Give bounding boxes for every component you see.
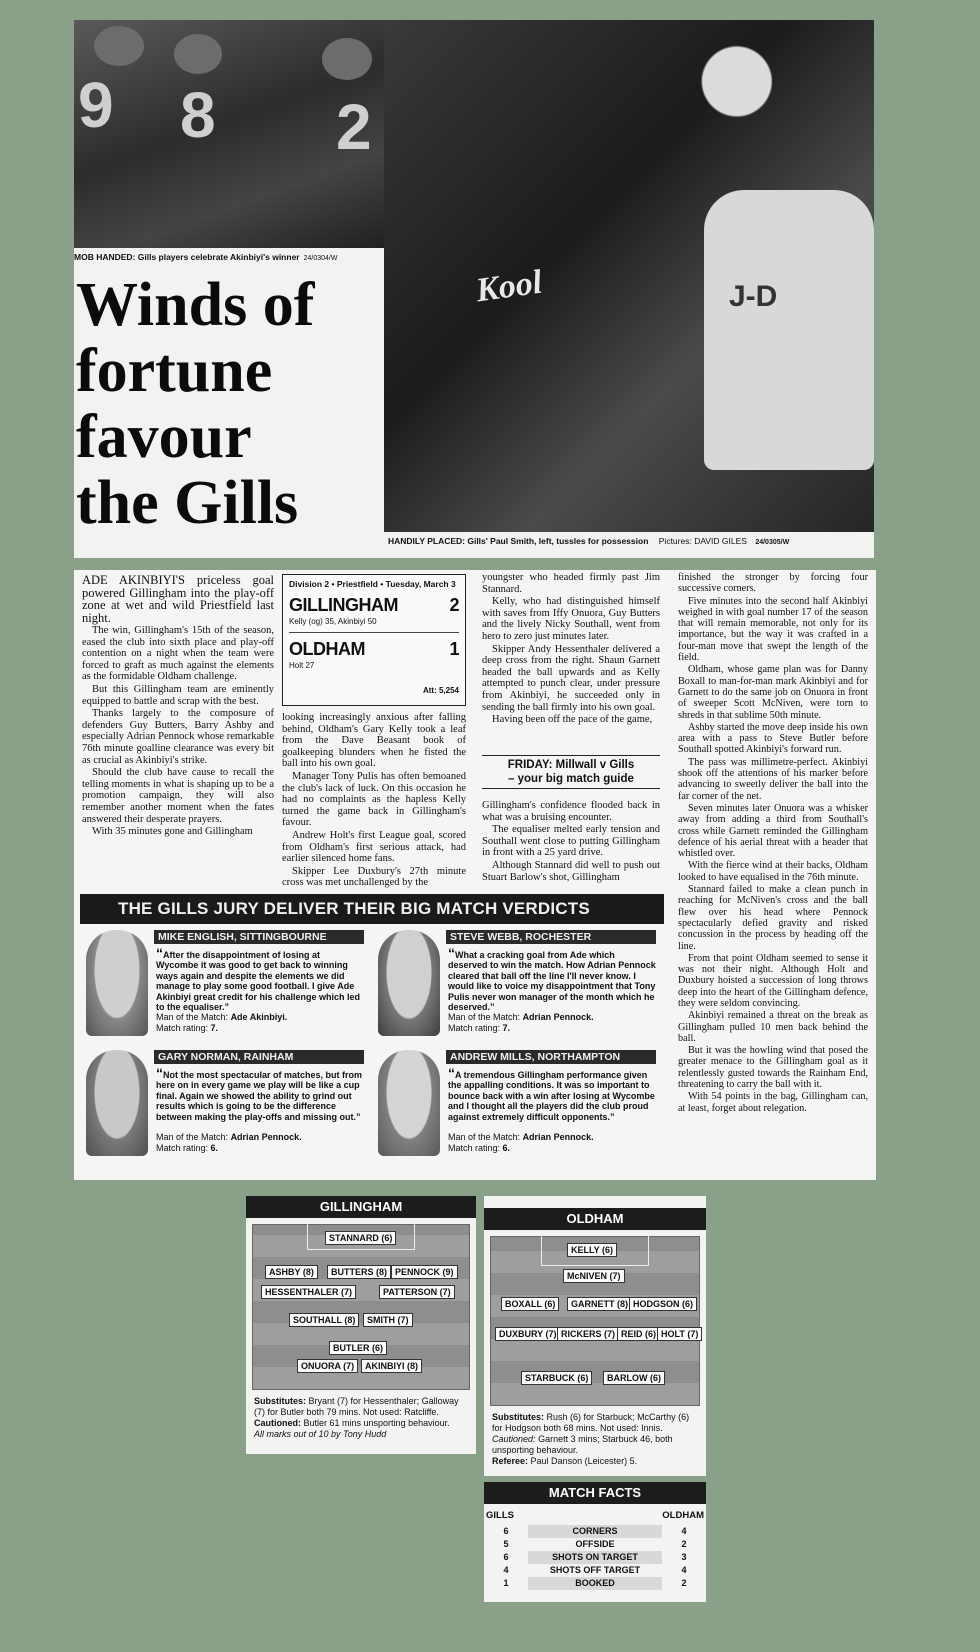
juror-verdict [448,1012,656,1034]
juror-photo [378,1050,440,1156]
motm-label: Man of the Match: [156,1132,229,1142]
article-paragraph: Manager Tony Pulis has often bemoaned the club's lack of luck. On this occasion he had no complaints as the hapless Kelly turned the game back in Gillingham's favour. [282,770,466,829]
away-value: 2 [681,1578,687,1588]
player-badge: SMITH (7) [363,1313,413,1327]
quote-text: What a cracking goal from Ade which deserved to win the match. How Adrian Pennock cleared that ball off the line I'll never know. I would like to voice my disappointment that Tony Pulis never won manager of the month which he deserved. [448,950,656,1013]
referee-text: Paul Danson (Leicester) 5. [530,1456,638,1466]
cautioned-label: Cautioned: [254,1418,301,1428]
article-lead: ADE AKINBIYI'S priceless goal powered Gillingham into the play-off zone at wet and wild Priestfield last night. [82,573,274,625]
home-value: 4 [503,1565,509,1575]
player-badge: REID (6) [617,1327,660,1341]
cautioned-label: Cautioned: [492,1434,536,1444]
stat-label: SHOTS OFF TARGET [549,1565,641,1575]
home-value: 6 [503,1552,509,1562]
headline-line: Winds of [76,271,315,339]
juror-verdict [448,1132,656,1154]
open-quote-icon: “ [448,945,455,961]
article-paragraph: Having been off the pace of the game, [492,714,653,726]
player-badge: PENNOCK (9) [391,1265,458,1279]
player-badge: BARLOW (6) [603,1371,665,1385]
rating-label: Match rating: [448,1022,501,1033]
player-badge: BOXALL (6) [501,1297,559,1311]
caption-handily-placed [388,536,868,546]
player-head [322,38,372,80]
article-paragraph: Should the club have cause to recall the telling moments in what is shaping up to be a promotion campaign, they will also remember another moment when the fates answered their desperate prayers. [82,767,274,825]
facts-away-label: OLDHAM [662,1510,704,1521]
gillingham-lineup [246,1196,476,1454]
motm-label: Man of the Match: [448,1012,521,1022]
player-badge: McNIVEN (7) [563,1269,625,1283]
player-badge: BUTLER (6) [329,1341,387,1355]
juror-photo [378,930,440,1036]
cautioned-text: Garnett 3 mins; Starbuck 46, both unsporting behaviour. [492,1434,673,1455]
shirt-number: 9 [78,69,114,141]
facts-row [484,1551,706,1564]
motm-value: Ade Akinbiyi. [230,1012,288,1022]
facts-home-label: GILLS [486,1510,514,1521]
facts-row [484,1577,706,1590]
article-paragraph: Gillingham's confidence flooded back in what was a bruising encounter. [482,800,660,823]
away-score: 1 [449,639,459,659]
headline [76,272,376,536]
oldham-lineup [484,1196,706,1476]
article-paragraph: Kelly, who had distinguished himself with saves from Iffy Onuora, Guy Butters and the lively Nicky Southall, went from hero to zero just minutes later. [482,596,660,642]
juror-verdict [156,1012,364,1034]
caption-text: MOB HANDED: Gills players celebrate Akinbiyi's winner [74,252,300,262]
facts-row [484,1525,706,1538]
celebration-photo [74,20,406,248]
stat-label: OFFSIDE [575,1539,615,1549]
article-paragraph: Five minutes into the second half Akinbiyi weighed in with goal number 17 of the season that will remain memorable, not only for its importance, but the way it was crafted in a four-man move that swept the length of the field. [678,595,868,664]
referee-label: Referee: [492,1456,529,1466]
match-report [74,570,876,1180]
home-value: 5 [503,1539,509,1549]
shirt-number: 8 [180,79,216,151]
cautioned-text: Butler 61 mins unsporting behaviour. [303,1418,450,1428]
article-paragraph: Skipper Andy Hessenthaler delivered a deep cross from the right. Shaun Garnett headed the ball upwards and as Kelly attempted to punch clear, under pressure from Akinbiyi, he succeeded only in sending the ball firmly into his own goal. [482,643,660,713]
away-value: 4 [681,1565,687,1575]
quote-text: Not the most spectacular of matches, but from here on in every game we play will be like a cup final. Again we showed the ability to grind out results which is going to be the difference between making the play-offs and missing out. [156,1070,363,1122]
player-badge: HESSENTHALER (7) [261,1285,356,1299]
headline-line: the Gills [76,469,299,537]
facts-rows [484,1525,706,1590]
friday-promo-line: FRIDAY: Millwall v Gills [507,759,635,771]
motm-value: Adrian Pennock. [522,1012,594,1022]
article-paragraph: Oldham, whose game plan was for Danny Boxall to man-for-man mark Akinbiyi and for Garnett to do the same job on Onuora in front of sweeper Scott McNiven, were torn to shreds in that sublime 50th minute. [678,664,868,721]
away-value: 3 [681,1552,687,1562]
player-badge: HOLT (7) [657,1327,702,1341]
juror-card [372,928,662,1046]
article-paragraph: looking increasingly anxious after falling behind, Oldham's Gary Kelly took a leaf from the Dave Beasant book of goalkeeping blunders when he fisted the ball into his own goal. [282,712,466,770]
player-badge: HODGSON (6) [629,1297,697,1311]
player-badge: BUTTERS (8) [327,1265,391,1279]
article-paragraph: The pass was millimetre-perfect. Akinbiyi shook off the attentions of his marker before advancing to sweetly deliver the ball into the far corner of the net. [678,756,868,802]
player-head [94,26,144,66]
quote-text: A tremendous Gillingham performance given the appalling conditions. It was so important to bounce back with a win after losing at Wycombe and I thought all the players did the club proud against extremely difficult opponents. [448,1070,655,1122]
juror-name: ANDREW MILLS, NORTHAMPTON [446,1050,656,1064]
subs-label: Substitutes: [492,1412,545,1422]
player-badge: STARBUCK (6) [521,1371,592,1385]
juror-photo [86,930,148,1036]
article-column-4 [678,572,868,1115]
attendance: Att: 5,254 [422,686,459,695]
jury-title: THE GILLS JURY DELIVER THEIR BIG MATCH VERDICTS [80,894,664,924]
article-paragraph: Ashby started the move deep inside his own area with a pass to Steve Butler before Southall spotted Akinbiyi's forward run. [678,721,868,756]
headline-line: favour [76,403,252,471]
article-paragraph: With 54 points in the bag, Gillingham can, at least, forget about relegation. [678,1091,868,1114]
article-paragraph: Andrew Holt's first League goal, scored from Oldham's first serious attack, had earlier silenced home fans. [282,829,466,865]
home-score: 2 [449,595,459,615]
friday-promo-line: – your big match guide [508,773,634,785]
rating-value: 6. [210,1142,219,1153]
caption-mob-handed [74,252,374,262]
scorebox [282,574,466,706]
article-paragraph: Akinbiyi remained a threat on the break as Gillingham pulled 10 men back behind the ball. [678,1010,868,1044]
scorebox-header: Division 2 • Priestfield • Tuesday, March 3 [289,579,456,589]
player-badge: ONUORA (7) [297,1359,358,1373]
player-badge: KELLY (6) [567,1243,617,1257]
shirt-sponsor: Kool [473,263,545,310]
article-paragraph: Thanks largely to the composure of defenders Guy Butters, Barry Ashby and especially Adrian Pennock whose remarkable 76th minute goalline clearance was every bit as crucial as Akinbiyi's strike. [82,708,274,766]
subs-text: Rush (6) for Starbuck; McCarthy (6) for Hodgson both 68 mins. Not used: Innis. [492,1412,690,1433]
caption-ref: 24/0305/W [755,539,790,546]
player-badge: GARNETT (8) [567,1297,632,1311]
open-quote-icon: “ [156,1065,163,1081]
juror-card [372,1048,662,1166]
article-paragraph: finished the stronger by forcing four successive corners. [678,572,868,595]
subs-text: Bryant (7) for Hessenthaler; Galloway (7) for Butler both 79 mins. Not used: Ratcliffe. [254,1396,459,1417]
facts-title: MATCH FACTS [484,1482,706,1504]
away-value: 4 [681,1526,687,1536]
rating-label: Match rating: [448,1142,501,1153]
home-team: GILLINGHAM [289,595,398,615]
juror-photo [86,1050,148,1156]
open-quote-icon: “ [156,945,163,961]
player-badge: RICKERS (7) [557,1327,619,1341]
article-paragraph: With 35 minutes gone and Gillingham [92,826,253,838]
jury-panel [80,894,664,1174]
rating-value: 7. [210,1022,219,1033]
juror-verdict [156,1132,364,1154]
shirt-number: 2 [336,91,372,163]
lineup-title: GILLINGHAM [246,1196,476,1218]
home-team-row [289,595,459,616]
player-badge: AKINBIYI (8) [361,1359,422,1373]
away-sponsor: J-D [729,280,778,313]
facts-row [484,1564,706,1577]
lineup-notes [492,1412,700,1467]
stat-label: SHOTS ON TARGET [528,1551,662,1564]
marks-note: All marks out of 10 by Tony Hudd [254,1429,387,1439]
juror-quote: “A tremendous Gillingham performance given the appalling conditions. It was so important to bounce back with a win after losing at Wycombe and I thought all the players did the club proud against extremely difficult opponents.” [448,1065,655,1122]
home-value: 1 [503,1578,509,1588]
article-paragraph: The win, Gillingham's 15th of the season, eased the club into sixth place and play-off contention on a night when the team were forced to graft as much against the elements as the formidable Oldham challenge. [82,625,274,683]
article-column-1 [82,574,274,839]
motm-value: Adrian Pennock. [230,1132,302,1142]
motm-value: Adrian Pennock. [522,1132,594,1142]
article-paragraph: But it was the howling wind that posed the greater menace to the Gillingham goal as it relentlessly gusted towards the Rainham End, threatening to carry the ball with it. [678,1045,868,1091]
player-badge: ASHBY (8) [265,1265,318,1279]
home-value: 6 [503,1526,509,1536]
article-paragraph: The equaliser melted early tension and Southall went close to putting Gillingham in front with a 25 yard drive. [482,824,660,859]
article-paragraph: But this Gillingham team are eminently equipped to battle and scrap with the best. [82,683,274,707]
match-facts [484,1482,706,1602]
player-badge: SOUTHALL (8) [289,1313,359,1327]
lineup-title: OLDHAM [484,1208,706,1230]
player-badge: STANNARD (6) [325,1231,396,1245]
caption-text: HANDILY PLACED: Gills' Paul Smith, left, tussles for possession [388,536,649,546]
tussle-photo [384,20,874,532]
article-column-3b [482,800,660,884]
article-paragraph: Although Stannard did well to push out Stuart Barlow's shot, Gillingham [482,859,660,883]
juror-name: GARY NORMAN, RAINHAM [154,1050,364,1064]
player-head [174,34,222,74]
article-paragraph: youngster who headed firmly past Jim Stannard. [482,572,660,595]
pictures-credit: Pictures: DAVID GILES [658,536,747,546]
pitch [252,1224,470,1390]
article-paragraph: Stannard failed to make a clean punch in reaching for McNiven's cross and the ball flew over his head where Pennock spectacularly defied gravity and risked concussion in the process by heading off the line. [678,884,868,952]
article-paragraph: With the fierce wind at their backs, Oldham looked to have equalised in the 76th minute. [678,860,868,883]
motm-label: Man of the Match: [156,1012,229,1022]
away-player [704,190,874,470]
away-value: 2 [681,1539,687,1549]
home-scorers: Kelly (og) 35, Akinbiyi 50 [289,617,459,633]
pitch [490,1236,700,1406]
stat-label: CORNERS [528,1525,662,1538]
away-team-row [289,639,459,660]
player-badge: PATTERSON (7) [379,1285,455,1299]
facts-header [484,1504,706,1525]
article-paragraph: Skipper Lee Duxbury's 27th minute cross was met unchallenged by the [282,865,466,889]
headline-line: fortune [76,337,273,405]
subs-label: Substitutes: [254,1396,307,1406]
top-cutting [74,20,874,558]
rating-value: 6. [502,1142,511,1153]
lineup-spacer [484,1196,706,1208]
juror-card [80,928,370,1046]
juror-name: STEVE WEBB, ROCHESTER [446,930,656,944]
juror-name: MIKE ENGLISH, SITTINGBOURNE [154,930,364,944]
juror-quote: “What a cracking goal from Ade which deserved to win the match. How Adrian Pennock cleared that ball off the line I'll never know. I would like to voice my disappointment that Tony Pulis never won manager of the month which he deserved.” [448,945,656,1013]
article-column-3 [482,572,660,727]
rating-label: Match rating: [156,1022,209,1033]
friday-promo[interactable] [482,755,660,789]
juror-quote: “After the disappointment of losing at Wycombe it was good to get back to winning ways again and despite the elements we did manage to play some good football. I give Ade Akinbiyi great credit for his challenge which led to the equaliser.” [156,945,361,1013]
article-paragraph: From that point Oldham seemed to sense it was not their night. Although Holt and Duxbury hoisted a succession of long throws deep into the heart of the Gillingham defence, they were seldom convincing. [678,952,868,1009]
facts-row [484,1538,706,1551]
caption-ref: 24/0304/W [303,255,338,262]
away-team: OLDHAM [289,639,365,659]
away-scorers: Holt 27 [289,661,315,670]
article-paragraph: Seven minutes later Onuora was a whisker away from adding a third from Southall's cross while Garnett reminded the Gillingham defence of his aerial threat with a header that whistled over. [678,802,868,860]
lineup-notes [254,1396,470,1440]
article-column-2 [282,712,466,890]
motm-label: Man of the Match: [448,1132,521,1142]
rating-label: Match rating: [156,1142,209,1153]
player-badge: DUXBURY (7) [495,1327,561,1341]
juror-card [80,1048,370,1166]
juror-quote: “Not the most spectacular of matches, but from here on in every game we play will be like a cup final. Again we showed the ability to grind out results which is going to be the difference between making the play-offs and missing out.” [156,1065,363,1122]
quote-text: After the disappointment of losing at Wycombe it was good to get back to winning ways again and despite the elements we did manage to play some good football. I give Ade Akinbiyi great credit for his challenge which led to the equaliser. [156,950,361,1013]
stat-label: BOOKED [528,1577,662,1590]
rating-value: 7. [502,1022,511,1033]
open-quote-icon: “ [448,1065,455,1081]
